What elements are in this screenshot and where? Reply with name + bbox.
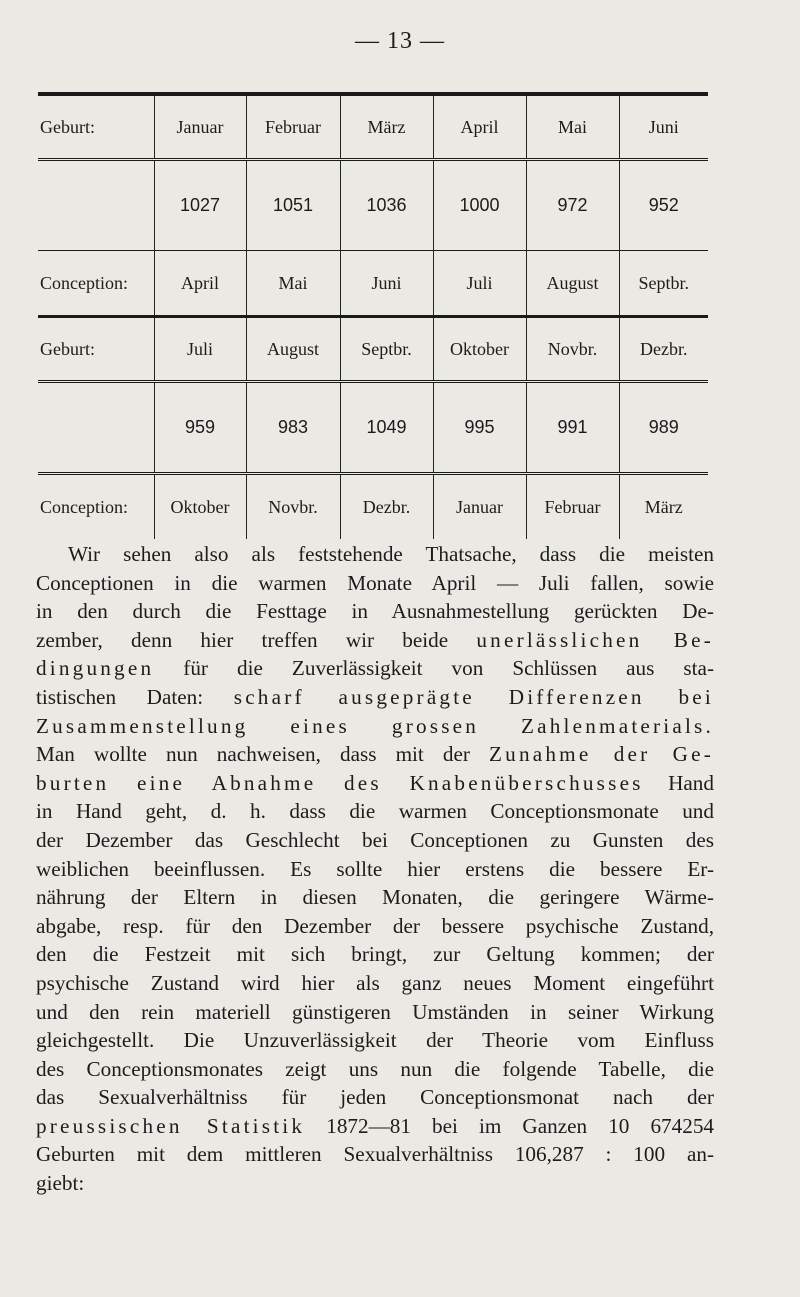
birth-month-cell: April xyxy=(433,94,526,160)
row-label-birth: Geburt: xyxy=(38,94,154,160)
text-line: psychische Zustand wird hier als ganz neues Moment eingeführt xyxy=(36,970,714,995)
value-cell: 959 xyxy=(154,382,246,474)
birth-month-cell: Januar xyxy=(154,94,246,160)
text-line xyxy=(36,654,714,683)
birth-month-cell: Oktober xyxy=(433,317,526,382)
text-line: das Sexualverhältniss für jeden Conceptionsmonat nach der xyxy=(36,1085,714,1110)
text-segment: zember, denn hier treffen wir beide xyxy=(36,627,477,652)
value-cell: 972 xyxy=(526,160,619,251)
conception-month-cell: Septbr. xyxy=(619,251,708,317)
conception-month-cell: Dezbr. xyxy=(340,474,433,540)
text-line: nährung der Eltern in diesen Monaten, die geringere Wärme- xyxy=(36,885,714,910)
text-line xyxy=(36,769,714,798)
birth-month-cell: Juni xyxy=(619,94,708,160)
text-line: weiblichen beeinflussen. Es sollte hier erstens die bessere Er- xyxy=(36,856,714,881)
row-label-conception: Conception: xyxy=(38,251,154,317)
value-cell: 1036 xyxy=(340,160,433,251)
conception-month-cell: August xyxy=(526,251,619,317)
birth-month-cell: Novbr. xyxy=(526,317,619,382)
text-line: des Conceptionsmonates zeigt uns nun die folgende Tabelle, die xyxy=(36,1056,714,1081)
value-cell: 983 xyxy=(246,382,340,474)
text-line: Conceptionen in die warmen Monate April — Juli fallen, sowie xyxy=(36,570,714,595)
text-line: den die Festzeit mit sich bringt, zur Geltung kommen; der xyxy=(36,942,714,967)
conception-month-cell: Januar xyxy=(433,474,526,540)
spaced-emphasis: Zunahme der Ge- xyxy=(489,742,715,767)
row-label-birth: Geburt: xyxy=(38,317,154,382)
text-line: Wir sehen also als feststehende Thatsache, dass die meisten xyxy=(68,542,714,566)
birth-conception-table xyxy=(38,92,708,539)
text-line: Geburten mit dem mittleren Sexualverhältniss 106,287 : 100 an- xyxy=(36,1142,714,1167)
value-row xyxy=(38,160,708,251)
spaced-emphasis: Zusammenstellung eines grossen Zahlenmaterials. xyxy=(36,713,714,738)
body-paragraph xyxy=(36,540,714,1198)
text-line: der Dezember das Geschlecht bei Conceptionen zu Gunsten des xyxy=(36,827,714,852)
text-line: in den durch die Festtage in Ausnahmestellung gerückten De- xyxy=(36,599,714,624)
birth-month-cell: Dezbr. xyxy=(619,317,708,382)
conception-month-row xyxy=(38,251,708,317)
text-segment: für die Zuverlässigkeit von Schlüssen aus sta- xyxy=(154,656,714,681)
spaced-emphasis: burten eine Abnahme des Knabenüberschusses xyxy=(36,770,644,795)
value-cell: 989 xyxy=(619,382,708,474)
birth-month-cell: Juli xyxy=(154,317,246,382)
conception-month-cell: Novbr. xyxy=(246,474,340,540)
text-segment: Hand xyxy=(643,770,714,795)
text-segment: 1872—81 bei im Ganzen 10 674254 xyxy=(305,1113,715,1138)
value-cell: 952 xyxy=(619,160,708,251)
text-line xyxy=(36,683,714,712)
value-cell: 1000 xyxy=(433,160,526,251)
text-segment: Man wollte nun nachweisen, dass mit der xyxy=(36,742,490,767)
spaced-emphasis: unerlässlichen Be- xyxy=(476,627,714,652)
row-label-empty xyxy=(38,382,154,474)
birth-month-cell: Mai xyxy=(526,94,619,160)
spaced-emphasis: scharf ausgeprägte Differenzen bei xyxy=(233,684,714,709)
text-line: giebt: xyxy=(36,1171,85,1196)
page-number: — 13 — xyxy=(355,28,445,54)
conception-month-cell: Mai xyxy=(246,251,340,317)
birth-month-cell: Februar xyxy=(246,94,340,160)
conception-month-cell: Oktober xyxy=(154,474,246,540)
value-row xyxy=(38,382,708,474)
text-line xyxy=(36,626,714,655)
text-line: abgabe, resp. für den Dezember der bessere psychische Zustand, xyxy=(36,913,714,938)
value-cell: 1049 xyxy=(340,382,433,474)
conception-month-cell: Juni xyxy=(340,251,433,317)
value-cell: 1027 xyxy=(154,160,246,251)
spaced-emphasis: preussischen Statistik xyxy=(36,1113,306,1138)
text-line: gleichgestellt. Die Unzuverlässigkeit der Theorie vom Einfluss xyxy=(36,1028,714,1053)
conception-month-row xyxy=(38,474,708,540)
birth-month-cell: März xyxy=(340,94,433,160)
text-segment: tistischen Daten: xyxy=(36,684,234,709)
row-label-conception: Conception: xyxy=(38,474,154,540)
birth-month-row xyxy=(38,94,708,160)
birth-month-cell: August xyxy=(246,317,340,382)
text-line: und den rein materiell günstigeren Umständen in seiner Wirkung xyxy=(36,999,714,1024)
birth-month-row xyxy=(38,317,708,382)
row-label-empty xyxy=(38,160,154,251)
conception-month-cell: April xyxy=(154,251,246,317)
value-cell: 991 xyxy=(526,382,619,474)
text-line xyxy=(36,740,714,769)
conception-month-cell: März xyxy=(619,474,708,540)
conception-month-cell: Februar xyxy=(526,474,619,540)
conception-month-cell: Juli xyxy=(433,251,526,317)
spaced-emphasis: dingungen xyxy=(36,656,155,681)
text-line xyxy=(36,1112,714,1141)
text-line: in Hand geht, d. h. dass die warmen Conceptionsmonate und xyxy=(36,799,714,824)
birth-month-cell: Septbr. xyxy=(340,317,433,382)
text-line xyxy=(36,712,714,741)
value-cell: 995 xyxy=(433,382,526,474)
value-cell: 1051 xyxy=(246,160,340,251)
